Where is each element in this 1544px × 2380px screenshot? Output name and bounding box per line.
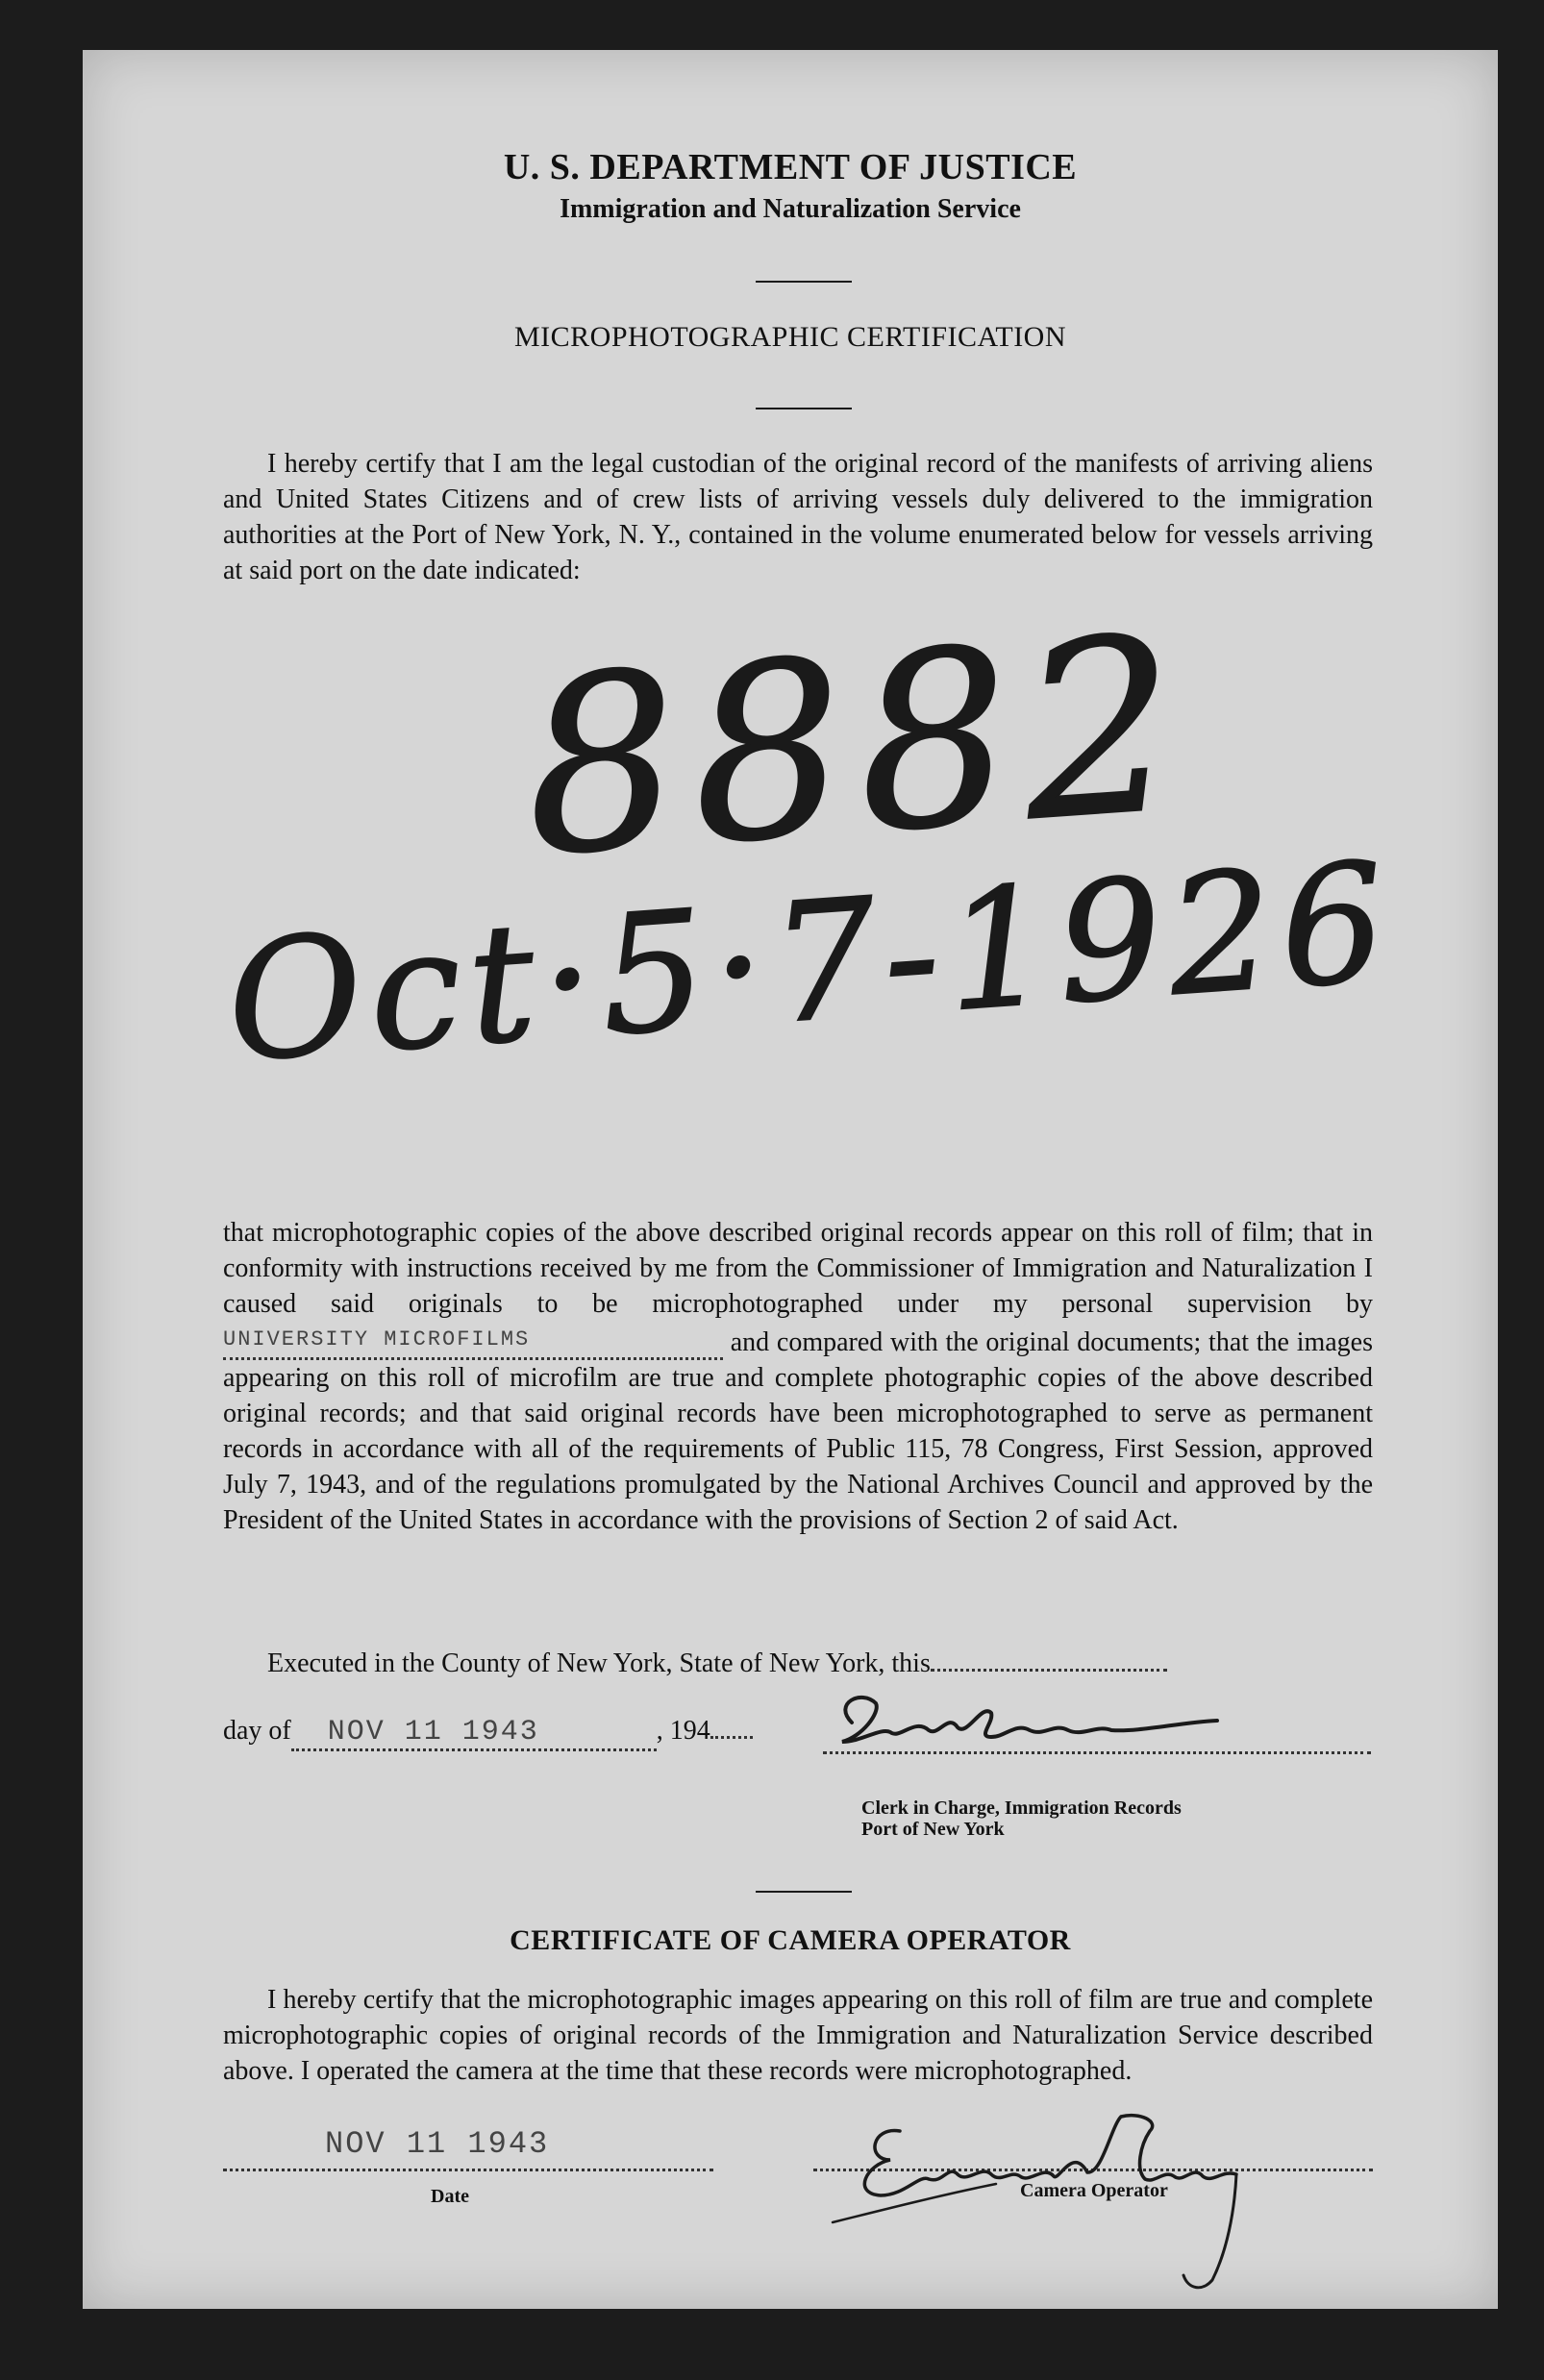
operator-date-stamp: NOV 11 1943: [325, 2126, 550, 2162]
day-of-label: day of: [223, 1716, 291, 1746]
service-subheading: Immigration and Naturalization Service: [560, 194, 1021, 224]
supervisor-stamp: UNIVERSITY MICROFILMS: [223, 1322, 723, 1360]
executed-blank: [931, 1646, 1167, 1672]
camera-operator-title: CERTIFICATE OF CAMERA OPERATOR: [510, 1924, 1071, 1956]
date-label: Date: [431, 2186, 469, 2207]
divider: [756, 408, 852, 409]
body-text-start: that microphotographic copies of the above described original records appear on this roll of film; that in conformity with instructions received by me from the Commissioner of Immigration and Naturalization I caused said originals to be microphotographed under my personal supervision by: [223, 1218, 1373, 1319]
handwritten-date-range: Oct·5·7-1926: [221, 827, 1399, 1100]
agency-heading: U. S. DEPARTMENT OF JUSTICE: [503, 147, 1078, 187]
certificate-page: [83, 50, 1498, 2309]
date-line: [223, 2169, 713, 2171]
camera-operator-label: Camera Operator: [1020, 2180, 1168, 2201]
clerk-title: Clerk in Charge, Immigration Records Port of New York: [861, 1797, 1182, 1840]
divider: [756, 281, 852, 283]
executed-text: Executed in the County of New York, State of New York, this: [267, 1649, 931, 1678]
execution-date-stamp: NOV 11 1943: [291, 1716, 657, 1751]
camera-operator-paragraph: I hereby certify that the microphotographic images appearing on this roll of film are true and complete microphotographic copies of original records of the Immigration and Naturalization Service described above. I operated the camera at the time that these records were microphotographed.: [223, 1985, 1373, 2086]
body-text-end: and compared with the original documents; that the images appearing on this roll of microfilm are true and complete photographic copies of the above described original records; and that said original records have been microphotographed to serve as permanent records in accordance with all of the requirements of Public 115, 78 Congress, First Session, approved July 7, 1943, and of the regulations promulgated by the National Archives Council and approved by the President of the United States in accordance with the provisions of Section 2 of said Act.: [223, 1327, 1374, 1535]
certificate-title: MICROPHOTOGRAPHIC CERTIFICATION: [513, 321, 1067, 353]
intro-paragraph: I hereby certify that I am the legal custodian of the original record of the manifests of arriving aliens and United States Citizens and of crew lists of arriving vessels duly delivered to the immigration authorities at the Port of New York, N. Y., contained in the volume enumerated below for vessels arriving at said port on the date indicated:: [223, 449, 1373, 585]
year-prefix: 194: [669, 1716, 710, 1746]
day-of-line: day of NOV 11 1943 , 194: [223, 1713, 753, 1751]
handwritten-volume-number: 8882: [515, 583, 1200, 909]
clerk-signature: [823, 1684, 1227, 1757]
executed-line: [267, 1646, 1167, 1679]
divider: [756, 1891, 852, 1893]
body-paragraph-start: [223, 1215, 1373, 1538]
